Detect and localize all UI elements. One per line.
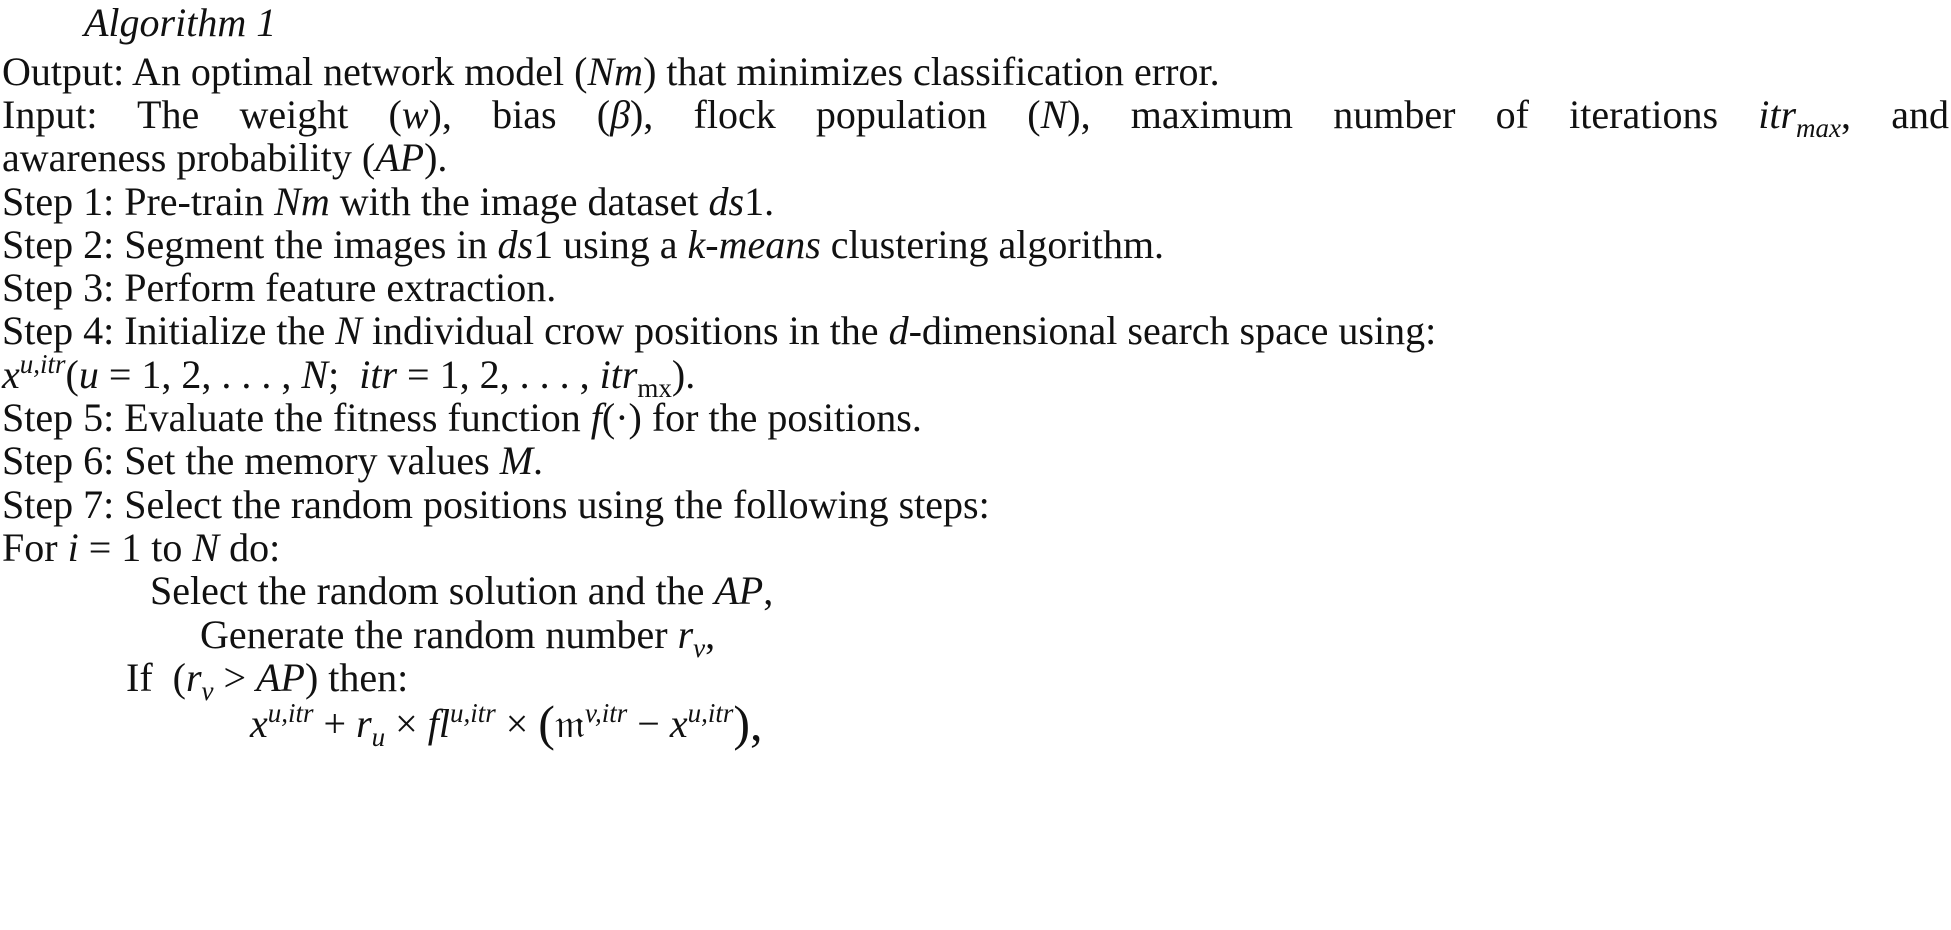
- output-prefix: Output: An optimal network model (: [2, 49, 588, 94]
- update-x: x: [250, 701, 268, 746]
- generate-suffix: ,: [705, 612, 716, 657]
- step4-d: d: [888, 308, 909, 353]
- step5-suffix: for the positions.: [641, 395, 922, 440]
- step2-ds: ds: [497, 222, 534, 267]
- step4-mid: individual crow positions in the: [361, 308, 889, 353]
- step3-text: Step 3: Perform feature extraction.: [2, 265, 557, 310]
- for-i: i: [67, 525, 79, 570]
- input-cont2: ).: [424, 135, 448, 180]
- formula-itr: itr: [359, 352, 398, 397]
- if-r: r: [185, 655, 202, 700]
- formula-open: (: [65, 352, 79, 397]
- update-fl-sup: u,itr: [449, 698, 496, 728]
- if-suffix: ) then:: [304, 655, 409, 700]
- generate-prefix: Generate the random number: [200, 612, 678, 657]
- input-part4: ), maximum number of iterations: [1067, 92, 1759, 137]
- step6-prefix: Step 6: Set the memory values: [2, 438, 500, 483]
- input-part3: ), flock population (: [629, 92, 1041, 137]
- generate-r-sub: v: [693, 633, 706, 663]
- for-prefix: For: [2, 525, 68, 570]
- formula-itr2: itr: [599, 352, 638, 397]
- input-cont1: awareness probability (: [2, 135, 376, 180]
- output-suffix: ) that minimizes classification error.: [643, 49, 1220, 94]
- step5-arg: (·): [601, 395, 642, 440]
- input-part1: Input: The weight (: [2, 92, 402, 137]
- if-prefix: If (: [126, 655, 186, 700]
- formula-x-sup: u,itr: [19, 349, 66, 379]
- step4-prefix: Step 4: Initialize the: [2, 308, 336, 353]
- step5-f: f: [590, 395, 602, 440]
- step4-suffix: -dimensional search space using:: [908, 308, 1437, 353]
- formula-itr-sub: mx: [637, 373, 672, 403]
- input-beta: β: [610, 92, 630, 137]
- update-minus: −: [627, 701, 670, 746]
- update-x2-sup: u,itr: [687, 698, 734, 728]
- select-AP: AP: [714, 568, 764, 613]
- formula-sep: ;: [328, 352, 360, 397]
- update-m-sup: v,itr: [585, 698, 628, 728]
- formula-u: u: [78, 352, 99, 397]
- step2-kmeans: k-means: [687, 222, 821, 267]
- select-suffix: ,: [763, 568, 774, 613]
- step5-prefix: Step 5: Evaluate the fitness function: [2, 395, 591, 440]
- step1-Nm: Nm: [274, 179, 330, 224]
- step2-prefix: Step 2: Segment the images in: [2, 222, 498, 267]
- for-suffix: do:: [219, 525, 281, 570]
- step6-suffix: .: [533, 438, 544, 483]
- step7-text: Step 7: Select the random positions using the following steps:: [2, 482, 990, 527]
- output-var: Nm: [587, 49, 644, 94]
- for-N: N: [192, 525, 220, 570]
- input-itr: itr: [1758, 92, 1797, 137]
- step2-suffix: clustering algorithm.: [820, 222, 1165, 267]
- update-formula-line: [250, 697, 763, 751]
- generate-r: r: [677, 612, 694, 657]
- if-r-sub: v: [201, 676, 214, 706]
- formula-eq2: = 1, 2, . . . ,: [397, 352, 600, 397]
- update-fl: fl: [427, 701, 450, 746]
- formula-eq1: = 1, 2, . . . ,: [98, 352, 302, 397]
- update-x-sup: u,itr: [267, 698, 314, 728]
- update-times1: ×: [385, 701, 428, 746]
- step6-M: M: [499, 438, 534, 483]
- update-x2: x: [669, 701, 688, 746]
- formula-x: x: [2, 352, 20, 397]
- step1-mid: with the image dataset: [329, 179, 709, 224]
- step1-ds: ds: [708, 179, 745, 224]
- input-part2: ), bias (: [428, 92, 611, 137]
- step2-mid: 1 using a: [533, 222, 688, 267]
- step1-prefix: Step 1: Pre-train: [2, 179, 275, 224]
- select-prefix: Select the random solution and the: [150, 568, 715, 613]
- step1-suffix: 1.: [744, 179, 775, 224]
- input-w: w: [401, 92, 429, 137]
- input-N: N: [1040, 92, 1068, 137]
- input-AP: AP: [375, 135, 425, 180]
- formula-close: ).: [671, 352, 696, 397]
- input-itr-sub: max: [1796, 113, 1842, 143]
- if-op: >: [213, 655, 257, 700]
- update-close-paren: ),: [733, 695, 763, 751]
- update-r: r: [356, 701, 372, 746]
- update-memory-m: 𝔪: [554, 701, 586, 747]
- update-r-sub: u: [371, 722, 386, 752]
- input-part5: , and: [1841, 92, 1949, 137]
- update-plus: +: [313, 701, 357, 746]
- if-AP: AP: [256, 655, 305, 700]
- for-mid: = 1 to: [78, 525, 193, 570]
- formula-N: N: [301, 352, 329, 397]
- algorithm-caption: Algorithm 1: [84, 0, 277, 45]
- step4-N: N: [335, 308, 362, 353]
- update-open-paren: (: [538, 695, 555, 751]
- update-times2: ×: [495, 701, 539, 746]
